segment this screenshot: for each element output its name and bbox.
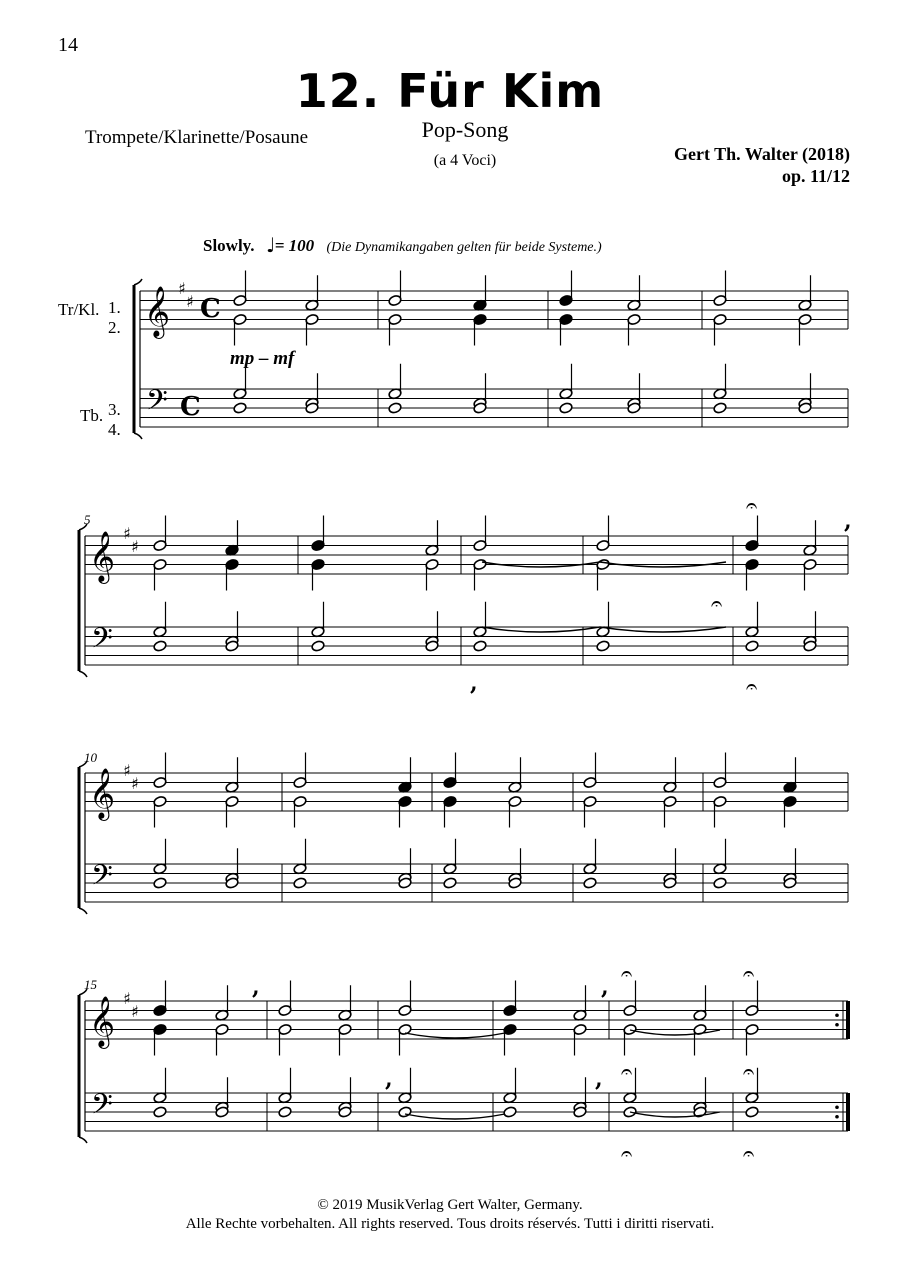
dynamics-marking: mp – mf bbox=[230, 348, 295, 369]
fermata-icon: 𝄐 bbox=[621, 1059, 633, 1083]
common-time: C bbox=[200, 294, 221, 324]
notehead bbox=[293, 877, 307, 889]
notehead bbox=[388, 402, 402, 414]
notehead bbox=[398, 1106, 412, 1118]
bass-clef: 𝄢 bbox=[91, 622, 113, 662]
breath-mark: , bbox=[601, 974, 609, 1000]
fermata-icon: 𝄐 bbox=[711, 591, 723, 615]
composer: Gert Th. Walter (2018) bbox=[674, 144, 850, 164]
page-number: 14 bbox=[58, 34, 78, 56]
tempo-label: Slowly. bbox=[203, 236, 255, 255]
tie bbox=[600, 627, 726, 632]
bracket-hook bbox=[134, 279, 142, 285]
bass-clef: 𝄢 bbox=[91, 859, 113, 899]
notes bbox=[89, 233, 852, 1165]
notehead bbox=[311, 640, 325, 652]
upper-staff-name: Tr/Kl. bbox=[58, 300, 100, 319]
notehead bbox=[153, 640, 167, 652]
upper-voice-1: 1. bbox=[108, 298, 121, 317]
tempo-bpm: = 100 bbox=[274, 236, 315, 255]
fermata-icon: 𝄐 bbox=[743, 961, 755, 985]
notehead bbox=[278, 1106, 292, 1118]
bracket-hook bbox=[79, 908, 87, 914]
fermata-icon: 𝄐 bbox=[743, 1059, 755, 1083]
quarter-note-icon: ♩ bbox=[266, 233, 276, 257]
breath-mark: , bbox=[470, 670, 478, 696]
sharp-sign: ♯ bbox=[131, 537, 139, 556]
voices: (a 4 Voci) bbox=[433, 152, 497, 169]
piece-title: 12. Für Kim bbox=[295, 64, 605, 118]
breath-mark: , bbox=[844, 508, 852, 534]
sharp-sign: ♯ bbox=[131, 1002, 139, 1021]
rights-line: Alle Rechte vorbehalten. All rights reserved. Tous droits réservés. Tutti i diritti riservati. bbox=[185, 1216, 715, 1232]
lower-voice-4: 4. bbox=[108, 420, 121, 439]
fermata-icon: 𝄐 bbox=[743, 1141, 755, 1165]
bracket-hook bbox=[79, 761, 87, 767]
tempo-note: (Die Dynamikangaben gelten für beide Systeme.) bbox=[326, 240, 602, 255]
fermata-icon: 𝄐 bbox=[746, 493, 758, 517]
notehead bbox=[583, 877, 597, 889]
sharp-sign: ♯ bbox=[123, 761, 131, 780]
notehead bbox=[233, 402, 247, 414]
opus: op. 11/12 bbox=[781, 166, 850, 186]
sharp-sign: ♯ bbox=[178, 279, 186, 298]
notehead bbox=[153, 1106, 167, 1118]
lower-staff-name: Tb. bbox=[80, 406, 104, 425]
lower-voice-3: 3. bbox=[108, 400, 121, 419]
notehead bbox=[503, 1106, 517, 1118]
tie bbox=[405, 1114, 505, 1119]
fermata-icon: 𝄐 bbox=[621, 961, 633, 985]
tie bbox=[630, 1112, 720, 1117]
common-time: C bbox=[180, 392, 201, 422]
repeat-dot bbox=[835, 1023, 839, 1027]
notehead bbox=[713, 877, 727, 889]
copyright-line: © 2019 MusikVerlag Gert Walter, Germany. bbox=[317, 1197, 583, 1213]
bracket-hook bbox=[79, 1137, 87, 1143]
bracket-hook bbox=[134, 433, 142, 439]
fermata-icon: 𝄐 bbox=[621, 1141, 633, 1165]
notehead bbox=[443, 877, 457, 889]
measure-number-10: 10 bbox=[84, 750, 97, 765]
bass-clef: 𝄢 bbox=[146, 384, 168, 424]
sharp-sign: ♯ bbox=[123, 989, 131, 1008]
repeat-dot bbox=[835, 1115, 839, 1119]
instrumentation: Trompete/Klarinette/Posaune bbox=[85, 127, 309, 148]
notehead bbox=[745, 640, 759, 652]
upper-voice-2: 2. bbox=[108, 318, 121, 337]
treble-clef: 𝄞 bbox=[89, 996, 116, 1047]
sharp-sign: ♯ bbox=[131, 774, 139, 793]
repeat-dot bbox=[835, 1013, 839, 1017]
copyright-footer bbox=[0, 1196, 900, 1234]
measure-number-5: 5 bbox=[84, 512, 91, 527]
notehead bbox=[713, 402, 727, 414]
tie bbox=[405, 1033, 505, 1038]
tie bbox=[630, 1030, 720, 1035]
sharp-sign: ♯ bbox=[123, 524, 131, 543]
notehead bbox=[153, 877, 167, 889]
breath-mark: , bbox=[595, 1066, 603, 1092]
notehead bbox=[745, 1106, 759, 1118]
tie bbox=[482, 627, 600, 632]
breath-mark: , bbox=[252, 974, 260, 1000]
breath-mark: , bbox=[385, 1066, 393, 1092]
treble-clef: 𝄞 bbox=[144, 286, 171, 337]
notehead bbox=[596, 640, 610, 652]
bracket-hook bbox=[79, 524, 87, 530]
notehead bbox=[559, 402, 573, 414]
subtitle: Pop-Song bbox=[421, 117, 509, 142]
notehead bbox=[473, 640, 487, 652]
sharp-sign: ♯ bbox=[186, 292, 194, 311]
fermata-icon: 𝄐 bbox=[746, 674, 758, 698]
measure-number-15: 15 bbox=[84, 977, 97, 992]
treble-clef: 𝄞 bbox=[89, 531, 116, 582]
bracket-hook bbox=[79, 989, 87, 995]
bass-clef: 𝄢 bbox=[91, 1088, 113, 1128]
bracket-hook bbox=[79, 671, 87, 677]
repeat-dot bbox=[835, 1105, 839, 1109]
treble-clef: 𝄞 bbox=[89, 768, 116, 819]
